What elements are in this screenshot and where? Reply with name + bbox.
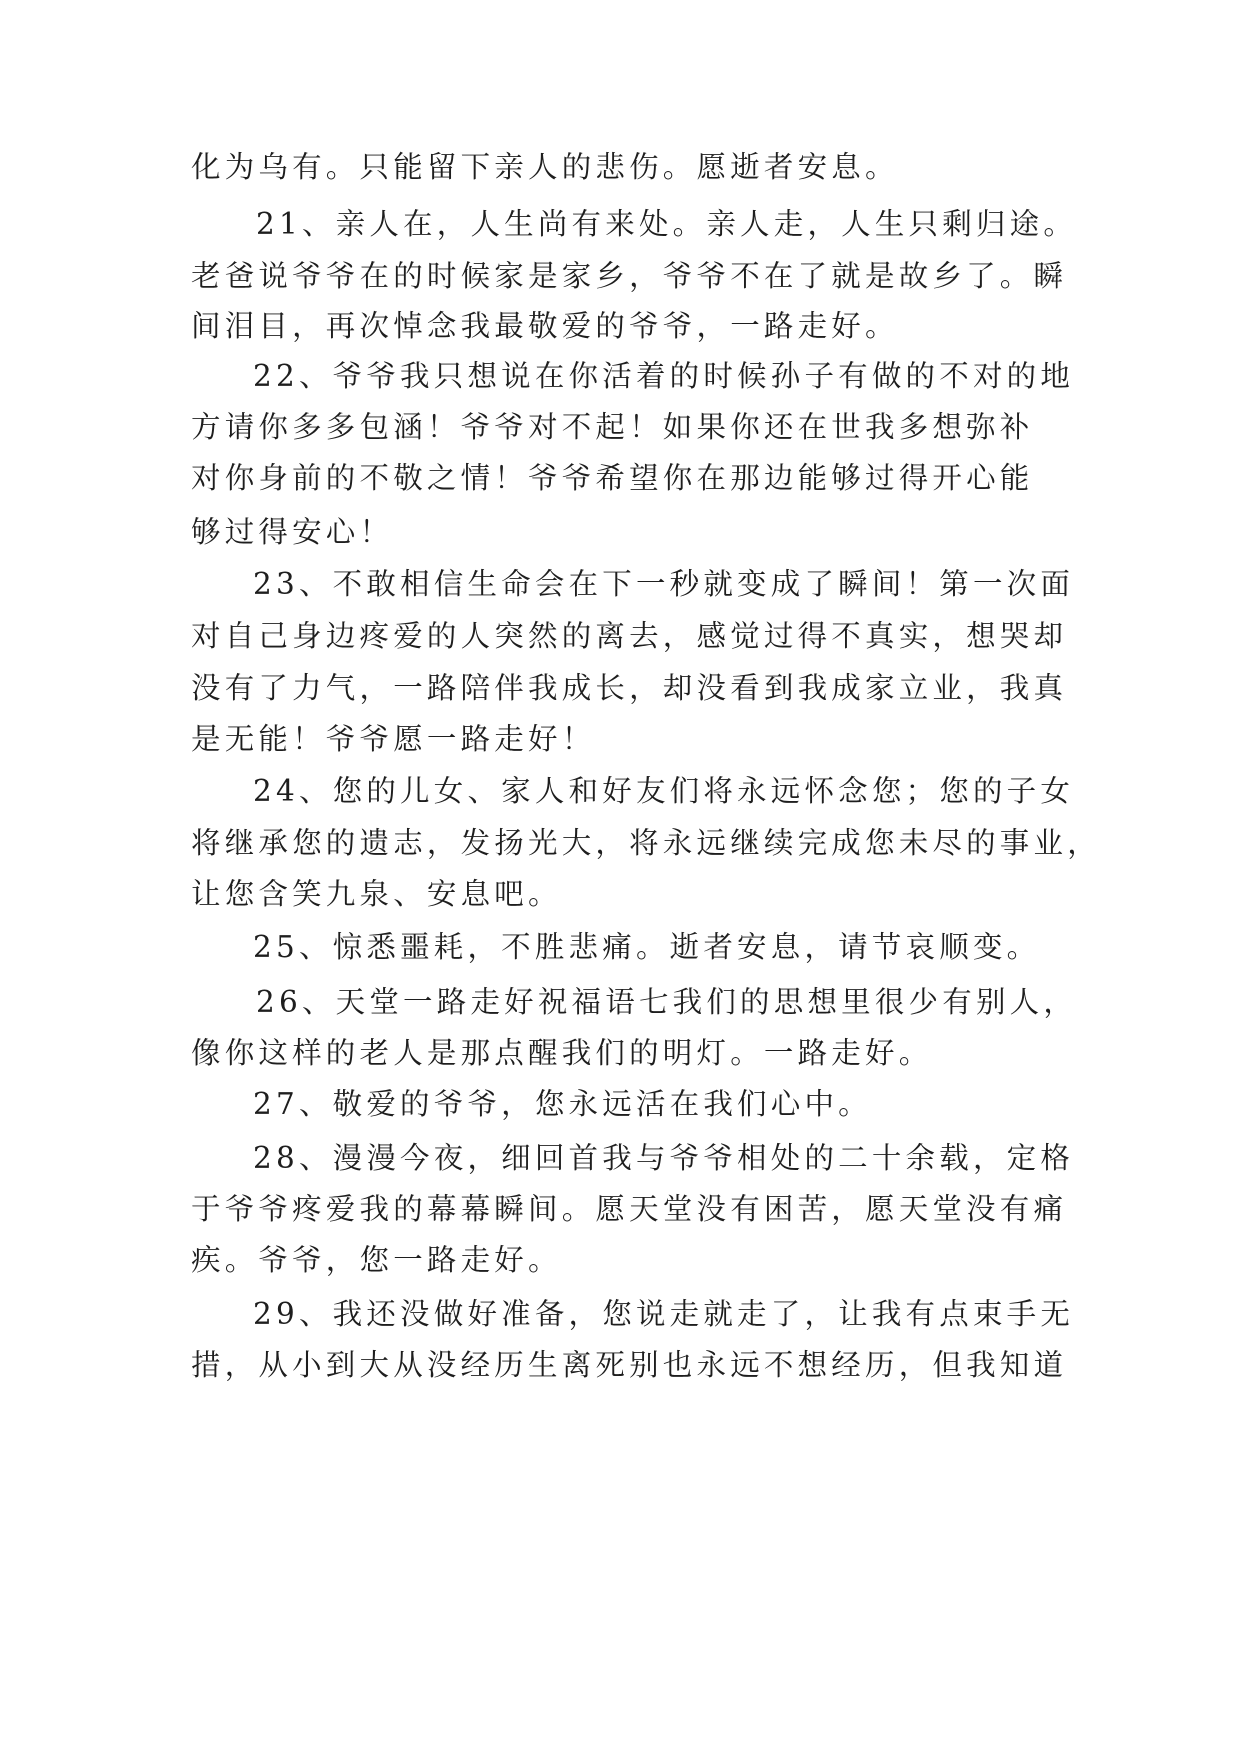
text-line: 方请你多多包涵！爷爷对不起！如果你还在世我多想弥补: [191, 410, 1034, 444]
text-line: 26、天堂一路走好祝福语七我们的思想里很少有别人，: [256, 985, 1078, 1019]
text-line: 让您含笑九泉、安息吧。: [191, 877, 562, 911]
text-line: 22、爷爷我只想说在你活着的时候孙子有做的不对的地: [253, 359, 1075, 393]
text-line: 老爸说爷爷在的时候家是家乡，爷爷不在了就是故乡了。瞬: [191, 259, 1068, 293]
text-line: 29、我还没做好准备，您说走就走了，让我有点束手无: [253, 1297, 1075, 1331]
text-line: 疾。爷爷，您一路走好。: [191, 1243, 562, 1277]
text-line: 23、不敢相信生命会在下一秒就变成了瞬间！第一次面: [253, 567, 1075, 601]
text-line: 24、您的儿女、家人和好友们将永远怀念您；您的子女: [253, 774, 1075, 808]
text-line: 够过得安心！: [191, 515, 394, 549]
text-line: 像你这样的老人是那点醒我们的明灯。一路走好。: [191, 1036, 933, 1070]
text-line: 将继承您的遗志，发扬光大，将永远继续完成您未尽的事业，: [191, 826, 1101, 860]
text-line: 化为乌有。只能留下亲人的悲伤。愿逝者安息。: [191, 150, 899, 184]
text-line: 对自己身边疼爱的人突然的离去，感觉过得不真实，想哭却: [191, 619, 1068, 653]
text-line: 措，从小到大从没经历生离死别也永远不想经历，但我知道: [191, 1348, 1068, 1382]
text-line: 21、亲人在，人生尚有来处。亲人走，人生只剩归途。: [256, 207, 1078, 241]
text-line: 间泪目，再次悼念我最敬爱的爷爷，一路走好。: [191, 309, 899, 343]
text-line: 于爷爷疼爱我的幕幕瞬间。愿天堂没有困苦，愿天堂没有痛: [191, 1192, 1068, 1226]
text-line: 25、惊悉噩耗，不胜悲痛。逝者安息，请节哀顺变。: [253, 930, 1041, 964]
text-line: 没有了力气，一路陪伴我成长，却没看到我成家立业，我真: [191, 671, 1068, 705]
text-line: 对你身前的不敬之情！爷爷希望你在那边能够过得开心能: [191, 461, 1034, 495]
text-line: 28、漫漫今夜，细回首我与爷爷相处的二十余载，定格: [253, 1141, 1075, 1175]
text-line: 27、敬爱的爷爷，您永远活在我们心中。: [253, 1087, 872, 1121]
text-line: 是无能！爷爷愿一路走好！: [191, 722, 596, 756]
